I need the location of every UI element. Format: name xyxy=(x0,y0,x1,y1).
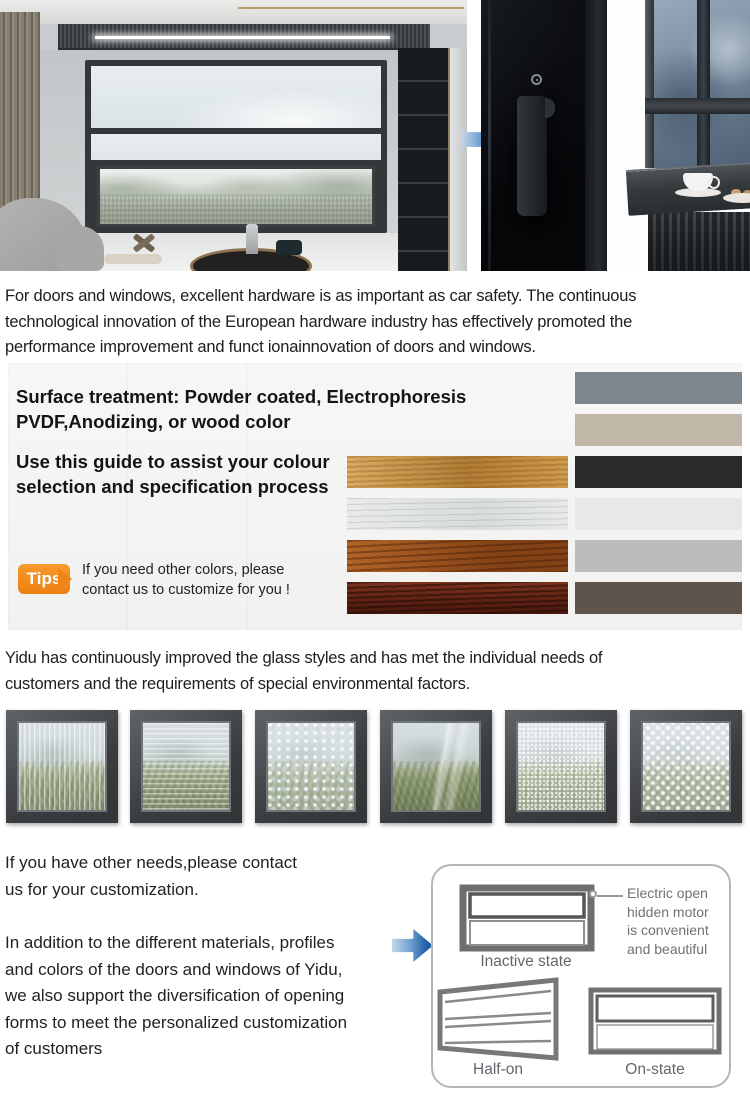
decor-bottle xyxy=(246,224,258,254)
glass-pane xyxy=(516,721,606,812)
annotation-connector-line xyxy=(597,895,623,897)
heading-line: Use this guide to assist your colour xyxy=(16,451,330,472)
color-swatch-warm-beige xyxy=(575,414,742,446)
wood-swatch-rosewood xyxy=(347,582,568,614)
wood-swatch-whitewash xyxy=(347,498,568,530)
glass-pane xyxy=(391,721,481,812)
window-transom xyxy=(645,98,750,114)
intro-line: For doors and windows, excellent hardware is as important as car safety. The continuous xyxy=(5,287,637,305)
frame-panel xyxy=(585,0,607,271)
on-state-window-diagram xyxy=(588,987,722,1055)
glass-thumb-frosted-speckled xyxy=(505,710,617,823)
annotation-line: is convenient xyxy=(627,922,709,938)
ribbed-panel xyxy=(648,212,750,271)
color-swatch-light-gray xyxy=(575,540,742,572)
heading-line: selection and specification process xyxy=(16,476,329,497)
glass-thumb-floral-patterned xyxy=(630,710,742,823)
surface-treatment-section xyxy=(8,363,742,630)
wood-swatch-golden-oak xyxy=(347,456,568,488)
half-on-label: Half-on xyxy=(473,1061,523,1078)
window-frame-left xyxy=(645,0,654,168)
color-swatch-dark-taupe xyxy=(575,582,742,614)
window-handle xyxy=(517,96,547,216)
cust-line: and colors of the doors and windows of Yidu, xyxy=(5,959,343,979)
glass-thumb-chinchilla xyxy=(255,710,367,823)
color-swatch-off-white xyxy=(575,498,742,530)
intro-paragraph xyxy=(5,284,636,361)
glass-pane xyxy=(17,721,107,812)
motor-annotation xyxy=(627,884,709,958)
wood-swatch-mahogany xyxy=(347,540,568,572)
window-pane-middle xyxy=(91,134,381,160)
window-pane-top xyxy=(91,66,381,128)
cust-line: us for your customization. xyxy=(5,879,199,899)
shelving-unit xyxy=(398,48,448,271)
glass-pane xyxy=(641,721,731,812)
cust-line: In addition to the different materials, profiles xyxy=(5,933,335,952)
glass-pane xyxy=(266,721,356,812)
glass-para-line: customers and the requirements of special environmental factors. xyxy=(5,675,471,693)
ceiling xyxy=(0,0,467,24)
customization-paragraph-2 xyxy=(5,930,347,1063)
glass-thumb-vertical-reeded xyxy=(6,710,118,823)
surface-treatment-heading xyxy=(16,384,466,434)
annotation-connector-dot xyxy=(589,890,597,898)
tips-line: If you need other colors, please xyxy=(82,562,285,578)
decor-object xyxy=(276,240,302,255)
glass-thumb-horizontal-reeded xyxy=(130,710,242,823)
window-mullion xyxy=(697,0,710,168)
glass-para-line: Yidu has continuously improved the glass styles and has met the individual needs of xyxy=(5,649,603,667)
tips-text xyxy=(82,561,290,600)
colour-guide-heading xyxy=(16,449,330,499)
arrow-right-icon xyxy=(392,929,433,962)
glass-styles-paragraph xyxy=(5,645,602,697)
heading-line: PVDF,Anodizing, or wood color xyxy=(16,411,291,432)
intro-line: technological innovation of the European hardware industry has effectively promoted the xyxy=(5,312,633,331)
customization-paragraph-1 xyxy=(5,850,297,903)
cust-line: forms to meet the personalized customization xyxy=(5,1012,348,1032)
window-open-sash-view xyxy=(97,166,375,227)
ceiling-trim xyxy=(238,7,464,9)
frame-edge xyxy=(488,0,491,271)
ceiling-light-strip xyxy=(95,36,390,39)
lock-button-icon xyxy=(531,74,542,85)
hero-image-window-sill xyxy=(615,0,750,271)
heading-line: Surface treatment: Powder coated, Electrophoresis xyxy=(16,386,467,407)
cust-line: we also support the diversification of opening xyxy=(5,986,345,1005)
cust-line: of customers xyxy=(5,1039,103,1058)
tips-badge: Tips xyxy=(18,564,70,594)
glass-thumb-clear xyxy=(380,710,492,823)
color-swatch-slate-gray xyxy=(575,372,742,404)
tips-line: contact us to customize for you ! xyxy=(82,581,290,598)
inactive-state-window-diagram xyxy=(459,884,595,952)
large-window xyxy=(85,60,387,233)
hero-image-interior-window xyxy=(0,0,467,271)
on-state-label: On-state xyxy=(625,1061,685,1078)
cust-line: If you have other needs,please contact xyxy=(5,853,298,872)
glass-pane xyxy=(141,721,231,812)
table-board xyxy=(104,254,162,264)
color-swatch-charcoal xyxy=(575,456,742,488)
half-on-window-diagram xyxy=(437,977,559,1061)
annotation-line: hidden motor xyxy=(627,903,709,920)
annotation-line: Electric open xyxy=(627,885,708,901)
pillar xyxy=(448,48,467,271)
intro-line: performance improvement and funct ionainnovation of doors and windows. xyxy=(5,338,536,356)
hero-image-handle-detail xyxy=(481,0,607,271)
inactive-state-label: Inactive state xyxy=(480,953,572,970)
sofa-cushion xyxy=(56,226,104,271)
wood-slat-panel xyxy=(0,12,40,212)
annotation-line: and beautiful xyxy=(627,940,708,957)
